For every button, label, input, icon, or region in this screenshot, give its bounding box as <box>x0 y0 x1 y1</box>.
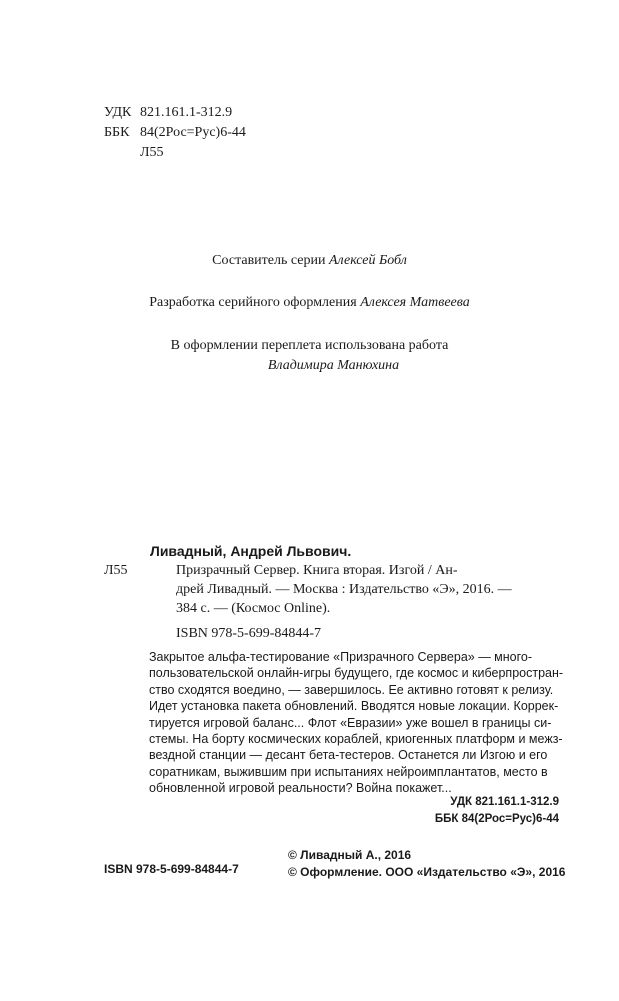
annotation-classification <box>435 794 559 828</box>
description-line: дрей Ливадный. — Москва : Издательство «Э», 2016. — <box>176 582 512 597</box>
copyright-design: © Оформление. ООО «Издательство «Э», 2016 <box>288 865 566 879</box>
annotation-line: ство сходятся воедино, — завершилось. Ее активно готовят к релизу. <box>149 682 554 697</box>
udk-value: 821.161.1-312.9 <box>140 105 233 120</box>
annotation-line: стемы. На борту космических кораблей, криогенных платформ и межз- <box>149 732 563 747</box>
bbk-row <box>104 123 246 143</box>
annotation-line: вездной станции — десант бета-тестеров. Останется ли Изгою и его <box>149 748 548 763</box>
footer-isbn: ISBN 978-5-699-84844-7 <box>104 862 239 876</box>
udk-row <box>104 103 246 123</box>
description-line: Призрачный Сервер. Книга вторая. Изгой / Ан- <box>176 563 458 578</box>
udk-label: УДК <box>104 105 132 120</box>
record-isbn: ISBN 978-5-699-84844-7 <box>176 626 322 641</box>
annotation-bbk: ББК 84(2Рос=Рус)6-44 <box>434 813 559 825</box>
author-mark: Л55 <box>140 145 164 160</box>
annotation-line: Идет установка пакета обновлений. Вводятся новые локации. Коррек- <box>149 699 559 714</box>
annotation-line: тируется игровой баланс... Флот «Евразии» уже вошел в границы си- <box>149 715 552 730</box>
series-design-credit <box>0 293 619 313</box>
author-mark-row <box>104 143 246 163</box>
series-compiler-prefix: Составитель серии <box>212 253 329 268</box>
bbk-value: 84(2Рос=Рус)6-44 <box>140 125 246 140</box>
annotation-line: обновленной игровой реальности? Война покажет... <box>149 781 452 796</box>
annotation <box>149 649 564 797</box>
author-heading: Ливадный, Андрей Львович. <box>150 543 352 559</box>
cover-credit <box>0 336 619 376</box>
record-description <box>176 561 562 618</box>
bbk-label: ББК <box>104 125 130 140</box>
series-compiler-name: Алексей Бобл <box>328 253 407 268</box>
copyright-author: © Ливадный А., 2016 <box>288 848 412 862</box>
annotation-line: Закрытое альфа-тестирование «Призрачного Сервера» — много- <box>149 650 533 664</box>
classification-block <box>104 103 246 163</box>
annotation-line: пользовательской онлайн-игры будущего, где космос и киберпростран- <box>149 666 564 681</box>
cover-credit-prefix: В оформлении переплета использована работа <box>170 338 449 353</box>
series-design-name: Алексея Матвеева <box>360 295 470 310</box>
cover-credit-name: Владимира Манюхина <box>267 358 400 373</box>
annotation-line: соратникам, выжившим при испытаниях нейроимплантатов, место в <box>149 764 548 779</box>
series-design-prefix: Разработка серийного оформления <box>149 295 361 310</box>
series-compiler-credit <box>0 251 619 271</box>
record-author-mark: Л55 <box>104 563 128 578</box>
description-line: 384 с. — (Космос Online). <box>176 601 331 616</box>
copyright-block <box>288 847 565 881</box>
annotation-udk: УДК 821.161.1-312.9 <box>450 796 559 808</box>
